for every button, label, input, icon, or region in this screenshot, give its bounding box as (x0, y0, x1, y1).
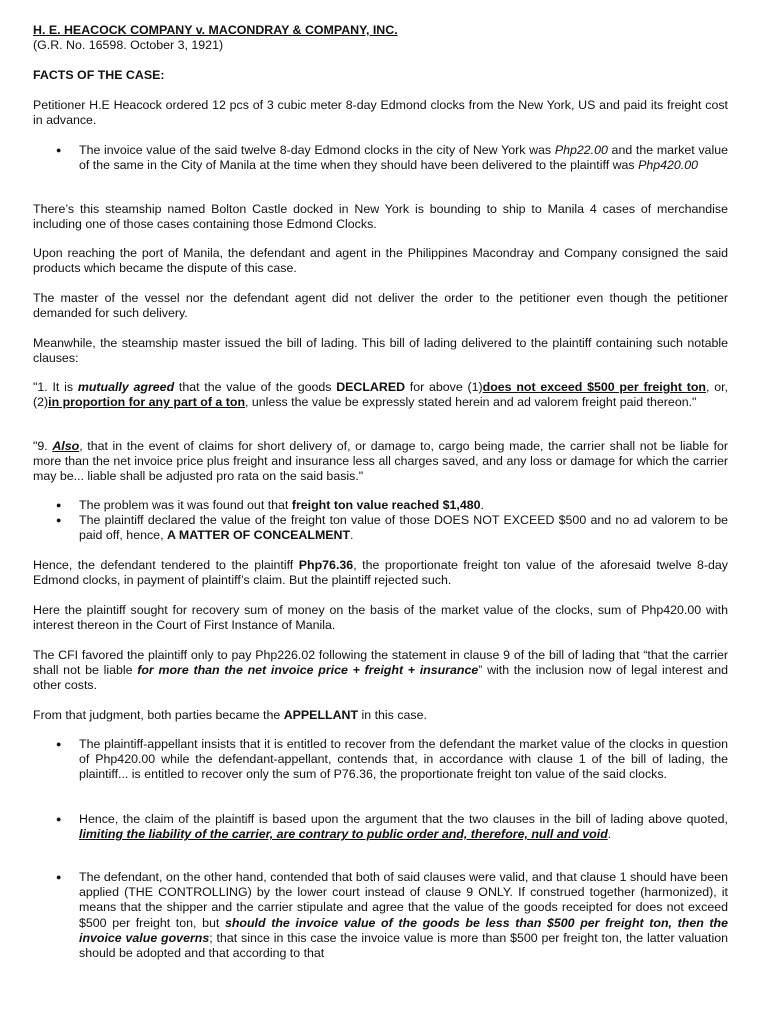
bullet-item-plaintiff-insists: ● The plaintiff-appellant insists that it is entitled to recover from the defendant the market value of the clocks in question of Php420.00 while the defendant-appellant, contends that, in accordance with clause 1 of the bill of lading, the plaintiff... is entitled to recover only the sum of P76.36, the proportionate freight ton value of the said clocks. (33, 737, 728, 783)
bullet-list-plaintiff-claim (33, 737, 728, 783)
paragraph-order: Petitioner H.E Heacock ordered 12 pcs of 3 cubic meter 8-day Edmond clocks from the New York, US and paid its freight cost in advance. (33, 98, 728, 128)
clause-9-quote: "9. Also, that in the event of claims for short delivery of, or damage to, cargo being made, the carrier shall not be liable for more than the net invoice price plus freight and insurance less all charges saved, and any loss or damage for which the carrier may be... liable shall be adjusted pro rata on the said basis." (33, 439, 728, 484)
paragraph-non-delivery: The master of the vessel nor the defendant agent did not deliver the order to the petitioner even though the petitioner demanded for such delivery. (33, 291, 728, 321)
paragraph-cfi-ruling: The CFI favored the plaintiff only to pay Php226.02 following the statement in clause 9 of the bill of lading that “that the carrier shall not be liable for more than the net invoice price + freight + insurance” with the inclusion now of legal interest and other costs. (33, 648, 728, 693)
bullet-item-freight-ton: ● The problem was it was found out that freight ton value reached $1,480. (33, 498, 728, 513)
paragraph-steamship: There’s this steamship named Bolton Castle docked in New York is bounding to ship to Manila 4 cases of merchandise including one of those cases containing those Edmond Clocks. (33, 202, 728, 232)
bullet-list-problem (33, 498, 728, 544)
paragraph-port: Upon reaching the port of Manila, the defendant and agent in the Philippines Macondray and Company consigned the said products which became the dispute of this case. (33, 246, 728, 276)
bullet-item-invoice-value: ● The invoice value of the said twelve 8-day Edmond clocks in the city of New York was Php22.00 and the market value of the same in the City of Manila at the time when they should have been delivered to the plaintiff was Php420.00 (33, 143, 728, 173)
bullet-item-defendant-contention: ● The defendant, on the other hand, contended that both of said clauses were valid, and that clause 1 should have been applied (THE CONTROLLING) by the lower court instead of clause 9 ONLY. If construed together (harmonized), it means that the shipper and the carrier stipulate and agree that the value of the goods receipted for does not exceed $500 per freight ton, but should the invoice value of the goods be less than $500 per freight ton, then the invoice value governs; that since in this case the invoice value is more than $500 per freight ton, the latter valuation should be adopted and that according to that (33, 870, 728, 961)
paragraph-recovery: Here the plaintiff sought for recovery sum of money on the basis of the market value of the clocks, sum of Php420.00 with interest thereon in the Court of First Instance of Manila. (33, 603, 728, 633)
case-title: H. E. HEACOCK COMPANY v. MACONDRAY & COMPANY, INC. (33, 23, 398, 37)
clause-1-quote: "1. It is mutually agreed that the value of the goods DECLARED for above (1)does not exceed $500 per freight ton, or, (2)in proportion for any part of a ton, unless the value be expressly stated herein and ad valorem freight paid thereon." (33, 380, 728, 410)
case-citation: (G.R. No. 16598. October 3, 1921) (33, 38, 224, 52)
paragraph-bill-of-lading: Meanwhile, the steamship master issued the bill of lading. This bill of lading delivered to the plaintiff containing such notable clauses: (33, 336, 728, 366)
bullet-item-public-order: ● Hence, the claim of the plaintiff is based upon the argument that the two clauses in the bill of lading above quoted, limiting the liability of the carrier, are contrary to public order and, therefore, null and void. (33, 812, 728, 842)
bullet-list-invoice (33, 143, 728, 173)
bullet-item-concealment: ● The plaintiff declared the value of the freight ton value of those DOES NOT EXCEED $500 and no ad valorem to be paid off, hence, A MATTER OF CONCEALMENT. (33, 513, 728, 543)
bullet-list-public-order (33, 812, 728, 842)
paragraph-tender: Hence, the defendant tendered to the plaintiff Php76.36, the proportionate freight ton value of the aforesaid twelve 8-day Edmond clocks, in payment of plaintiff’s claim. But the plaintiff rejected such. (33, 558, 729, 588)
facts-heading: FACTS OF THE CASE: (33, 68, 165, 82)
paragraph-appellants: From that judgment, both parties became the APPELLANT in this case. (33, 708, 427, 722)
bullet-list-defendant (33, 870, 728, 961)
